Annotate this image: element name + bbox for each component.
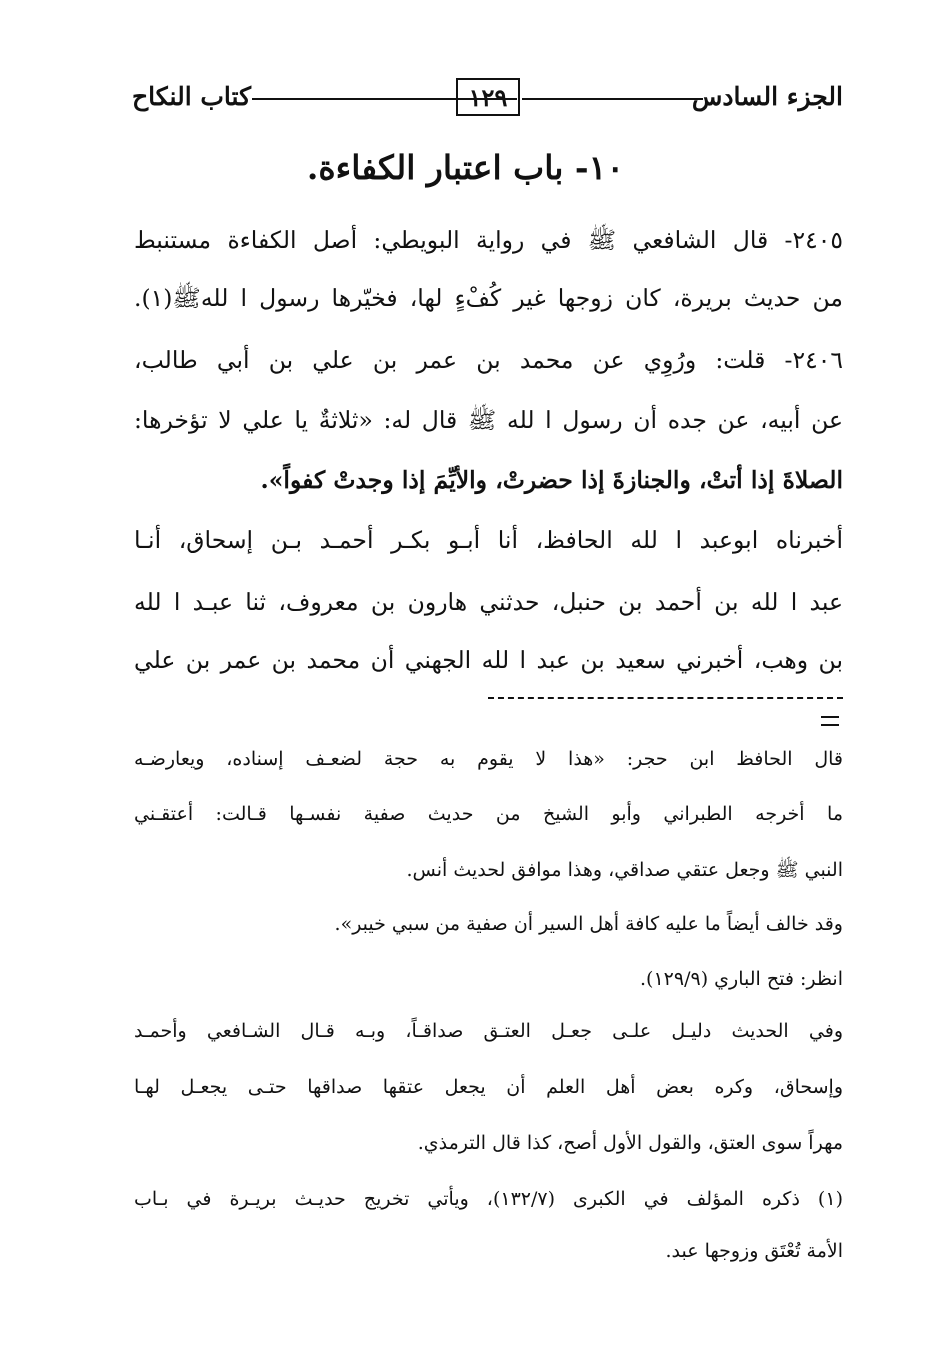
body-line: عبد ا لله بن أحمد بن حنبل، حدثني هارون بن معروف، ثنا عبـد ا لله: [134, 588, 843, 616]
body-line: أخبرناه ابوعبد ا لله الحافظ، أنا أبـو بكـر أحمـد بـن إسحاق، أنـا: [134, 526, 843, 554]
body-line: الصلاةَ إذا أتتْ، والجنازةَ إذا حضرتْ، والأيِّمَ إذا وجدتْ كفواً».: [260, 466, 843, 494]
volume-label: الجزء السادس: [691, 82, 843, 111]
footnote-line: النبي ﷺ وجعل عتقي صداقي، وهذا موافق لحديث أنس.: [406, 859, 843, 881]
body-line: ٢٤٠٥- قال الشافعي ﷺ في رواية البويطي: أصل الكفاءة مستنبط: [134, 226, 843, 254]
running-header: [132, 78, 843, 122]
footnote-line: (١) ذكره المؤلف في الكبرى (١٣٢/٧)، ويأتي تخريج حديـث بريـرة في بـاب: [134, 1188, 843, 1210]
footnote-separator: [488, 697, 843, 699]
page-number: ١٢٩: [456, 78, 520, 116]
footnote-line: وقد خالف أيضاً ما عليه كافة أهل السير أن صفية من سبي خيبر».: [334, 913, 843, 935]
footnote-line: ما أخرجه الطبراني وأبو الشيخ من حديث صفية نفسـها قـالت: أعتقـني: [134, 803, 843, 825]
footnote-line: الأمة تُعْتَق وزوجها عبد.: [665, 1240, 843, 1262]
chapter-title: ١٠- باب اعتبار الكفاءة.: [306, 148, 625, 187]
body-line: عن أبيه، عن جده أن رسول ا لله ﷺ قال له: «ثلاثةٌ يا علي لا تؤخرها:: [134, 406, 843, 434]
body-line: ٢٤٠٦- قلت: ورُوِي عن محمد بن عمر بن علي بن أبي طالب،: [134, 346, 843, 374]
footnote-line: مهراً سوى العتق، والقول الأول أصح، كذا قال الترمذي.: [417, 1132, 843, 1154]
footnote-line: وفي الحديث دليـل علـى جعـل العتـق صداقـاً، وبـه قـال الشـافعي وأحمـد: [134, 1020, 843, 1042]
body-line: بن وهب، أخبرني سعيد بن عبد ا لله الجهني أن محمد بن عمر بن علي: [134, 646, 843, 674]
header-rule-right: [522, 98, 703, 100]
footnote-line: انظر: فتح الباري (١٢٩/٩).: [640, 968, 843, 990]
book-label: كتاب النكاح: [132, 82, 251, 111]
header-rule-left: [252, 98, 517, 100]
footnote-line: قال الحافظ ابن حجر: «هذا لا يقوم به حجة لضعـف إسناده، ويعارضـه: [134, 748, 843, 770]
body-line: من حديث بريرة، كان زوجها غير كُفْءٍ لها، فخيّرها رسول ا للهﷺ(١).: [134, 284, 843, 312]
continuation-mark: [821, 716, 839, 726]
footnote-line: وإسحاق، وكره بعض أهل العلم أن يجعل عتقها صداقها حتـى يجعـل لهـا: [134, 1076, 843, 1098]
